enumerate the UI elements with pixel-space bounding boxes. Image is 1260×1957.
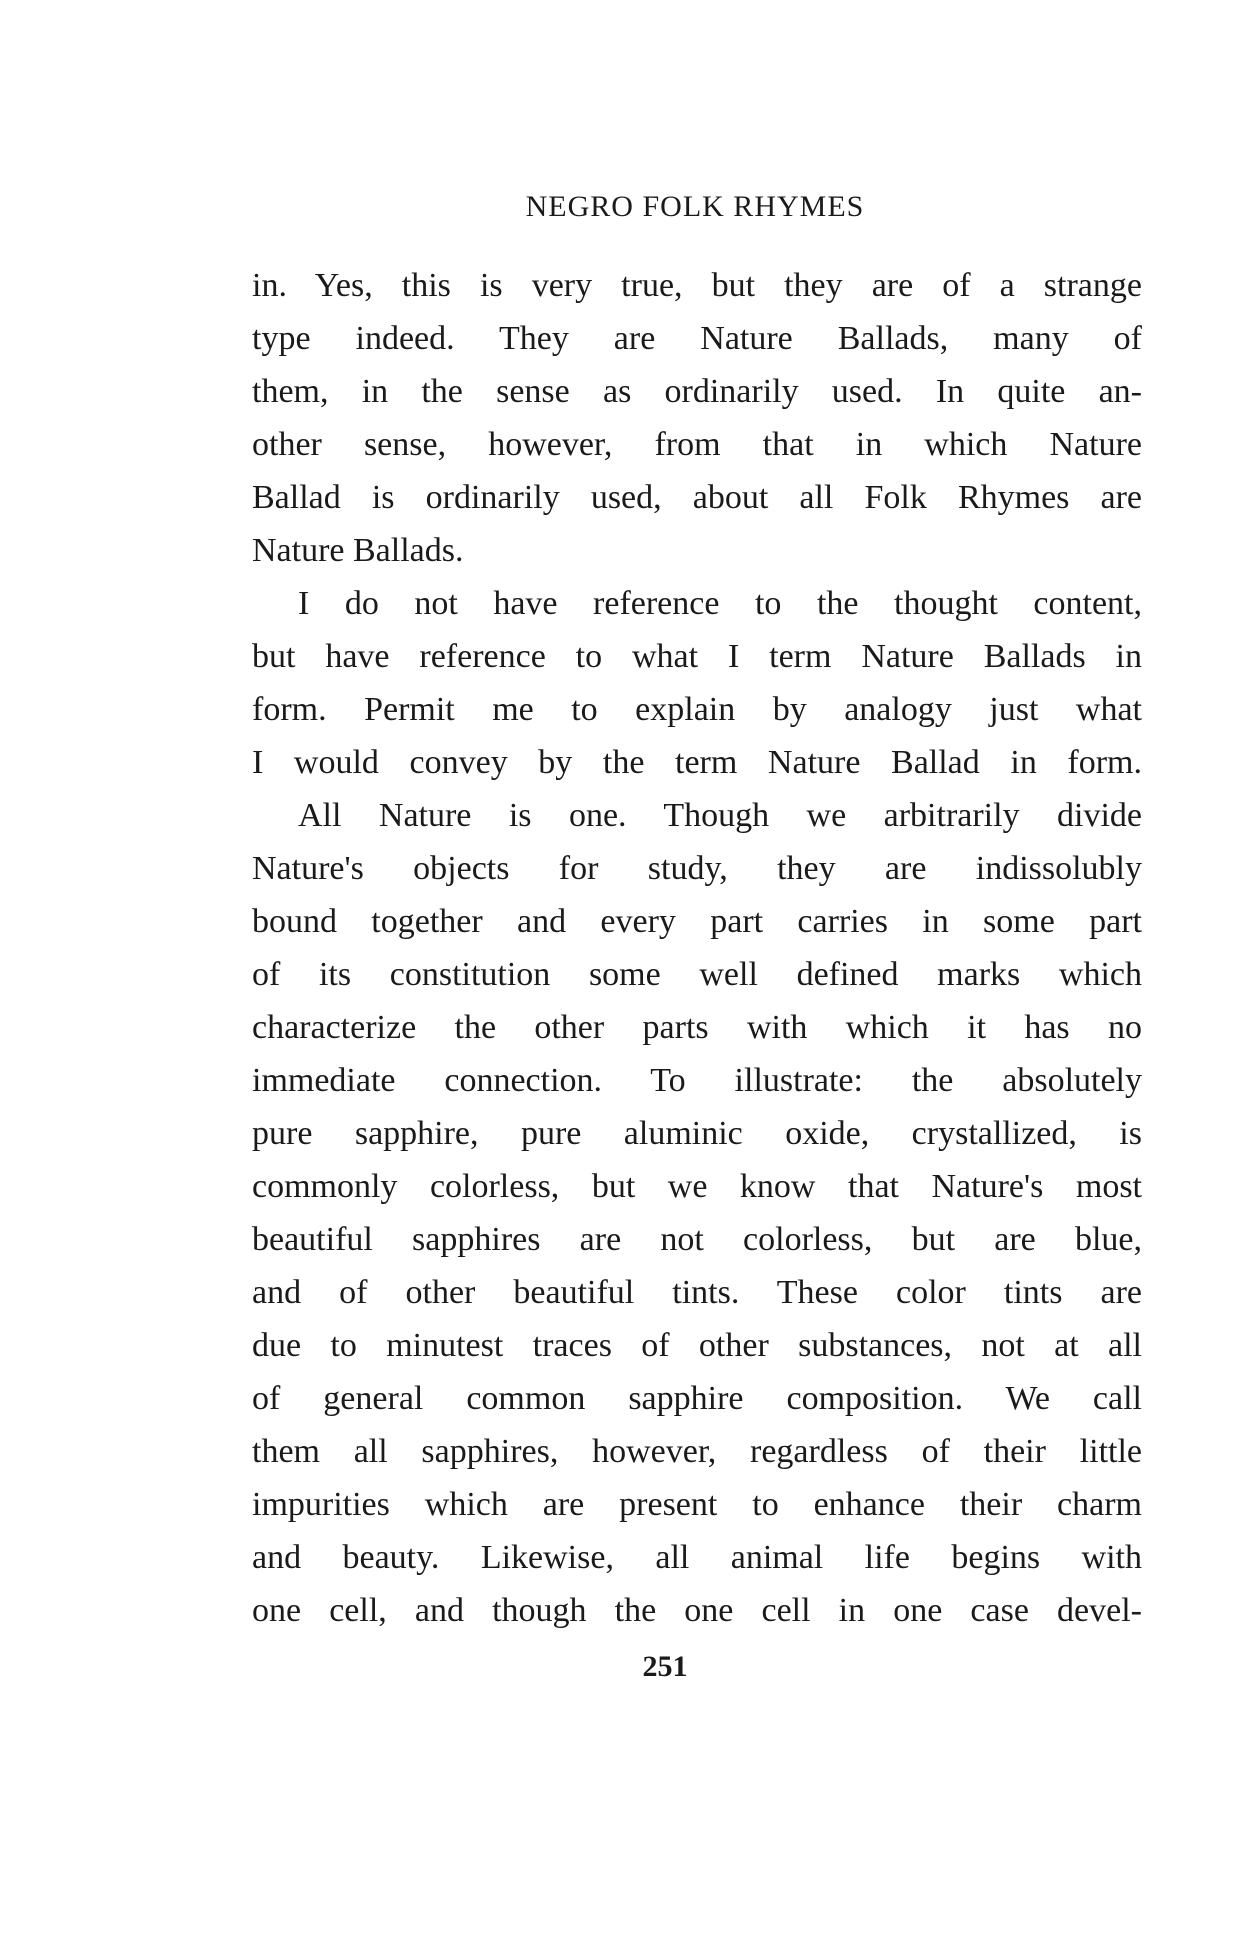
body-text — [252, 259, 1142, 1637]
running-head: NEGRO FOLK RHYMES — [525, 190, 865, 223]
text-line: All Nature is one. Though we arbitrarily divide — [298, 797, 1142, 834]
text-line: I would convey by the term Nature Ballad in form. — [252, 744, 1142, 781]
text-line: one cell, and though the one cell in one case devel- — [252, 1592, 1142, 1629]
text-line: bound together and every part carries in some part — [252, 903, 1142, 940]
text-line: beautiful sapphires are not colorless, but are blue, — [252, 1221, 1142, 1258]
text-line: of its constitution some well defined marks which — [252, 956, 1142, 993]
text-line: pure sapphire, pure aluminic oxide, crystallized, is — [252, 1115, 1142, 1152]
text-line: type indeed. They are Nature Ballads, many of — [252, 320, 1142, 357]
text-line: Nature Ballads. — [252, 532, 464, 569]
text-line: them all sapphires, however, regardless of their little — [252, 1433, 1142, 1470]
text-line: them, in the sense as ordinarily used. In quite an- — [252, 373, 1142, 410]
text-line: commonly colorless, but we know that Nature's most — [252, 1168, 1142, 1205]
page-number: 251 — [642, 1650, 688, 1683]
text-line: of general common sapphire composition. We call — [252, 1380, 1142, 1417]
text-line: but have reference to what I term Nature Ballads in — [252, 638, 1142, 675]
text-line: Ballad is ordinarily used, about all Folk Rhymes are — [252, 479, 1142, 516]
text-line: form. Permit me to explain by analogy just what — [252, 691, 1142, 728]
text-line: immediate connection. To illustrate: the absolutely — [252, 1062, 1142, 1099]
text-line: and of other beautiful tints. These color tints are — [252, 1274, 1142, 1311]
text-line: Nature's objects for study, they are indissolubly — [252, 850, 1142, 887]
text-line: other sense, however, from that in which Nature — [252, 426, 1142, 463]
text-line: and beauty. Likewise, all animal life begins with — [252, 1539, 1142, 1576]
text-line: characterize the other parts with which it has no — [252, 1009, 1142, 1046]
text-line: due to minutest traces of other substances, not at all — [252, 1327, 1142, 1364]
text-line: in. Yes, this is very true, but they are of a strange — [252, 267, 1142, 304]
text-line: impurities which are present to enhance their charm — [252, 1486, 1142, 1523]
text-line: I do not have reference to the thought content, — [298, 585, 1142, 622]
